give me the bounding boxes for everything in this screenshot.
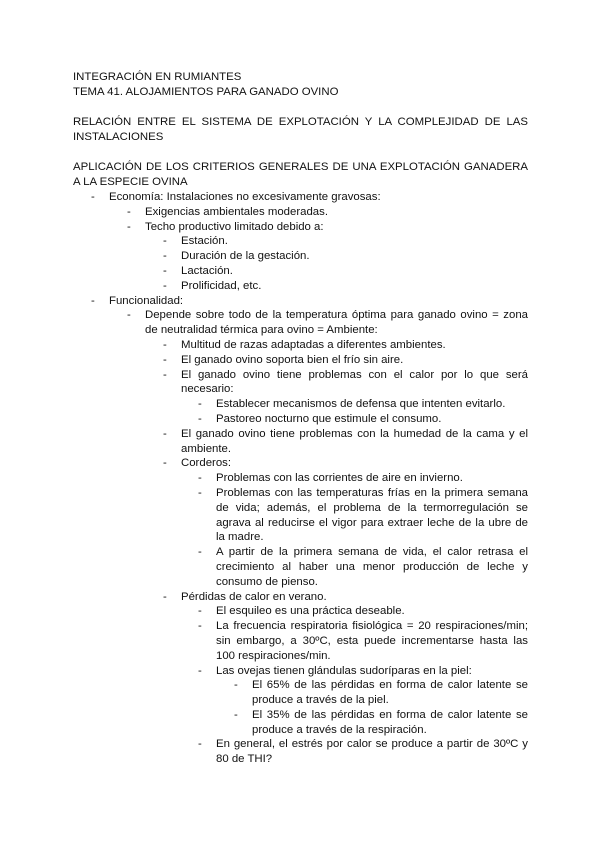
list-item: - Duración de la gestación. — [0, 249, 528, 264]
list-item: - Establecer mecanismos de defensa que intenten evitarlo. — [0, 397, 528, 412]
list-item: - El esquileo es una práctica deseable. — [0, 604, 528, 619]
list-item: - Multitud de razas adaptadas a diferentes ambientes. — [0, 338, 528, 353]
list-item: - Pastoreo nocturno que estimule el consumo. — [0, 412, 528, 427]
list-item: - Estación. — [0, 234, 528, 249]
list-item: - El 65% de las pérdidas en forma de calor latente se produce a través de la piel. — [0, 678, 528, 708]
list-item: - Las ovejas tienen glándulas sudoríparas en la piel: — [0, 664, 528, 679]
list-item: - Exigencias ambientales moderadas. — [0, 205, 528, 220]
list-item: - Depende sobre todo de la temperatura óptima para ganado ovino = zona de neutralidad térmica para ovino = Ambiente: — [0, 308, 528, 338]
topic-title: TEMA 41. ALOJAMIENTOS PARA GANADO OVINO — [73, 85, 339, 98]
document-header — [73, 70, 528, 100]
list-item: - La frecuencia respiratoria fisiológica = 20 respiraciones/min; sin embargo, a 30ºC, esta puede incrementarse hasta las 100 respiraciones/min. — [0, 619, 528, 663]
list-item: - Pérdidas de calor en verano. — [0, 590, 528, 605]
subject-title: INTEGRACIÓN EN RUMIANTES — [73, 71, 242, 83]
list-item: - El ganado ovino soporta bien el frío sin aire. — [0, 353, 528, 368]
list-item: - Lactación. — [0, 264, 528, 279]
list-item: - Corderos: — [0, 456, 528, 471]
list-item: - Problemas con las corrientes de aire en invierno. — [0, 471, 528, 486]
list-item: - Funcionalidad: — [0, 294, 528, 309]
list-item: - Problemas con las temperaturas frías en la primera semana de vida; además, el problema de la termorregulación se agrava al reducirse el vigor para extraer leche de la ubre de la madre. — [0, 486, 528, 545]
list-item: - En general, el estrés por calor se produce a partir de 30ºC y 80 de THI? — [0, 737, 528, 767]
outline-list — [0, 190, 600, 767]
list-item: - Economía: Instalaciones no excesivamente gravosas: — [0, 190, 528, 205]
list-item: - Techo productivo limitado debido a: — [0, 220, 528, 235]
section-heading-aplicacion: APLICACIÓN DE LOS CRITERIOS GENERALES DE UNA EXPLOTACIÓN GANADERA A LA ESPECIE OVINA — [73, 161, 528, 188]
list-item: - El ganado ovino tiene problemas con el calor por lo que será necesario: — [0, 368, 528, 398]
list-item: - El 35% de las pérdidas en forma de calor latente se produce a través de la respiración. — [0, 708, 528, 738]
section-heading-relacion: RELACIÓN ENTRE EL SISTEMA DE EXPLOTACIÓN Y LA COMPLEJIDAD DE LAS INSTALACIONES — [73, 116, 528, 143]
list-item: - A partir de la primera semana de vida, el calor retrasa el crecimiento al haber una menor producción de leche y consumo de pienso. — [0, 545, 528, 589]
list-item: - El ganado ovino tiene problemas con la humedad de la cama y el ambiente. — [0, 427, 528, 457]
list-item: - Prolificidad, etc. — [0, 279, 528, 294]
